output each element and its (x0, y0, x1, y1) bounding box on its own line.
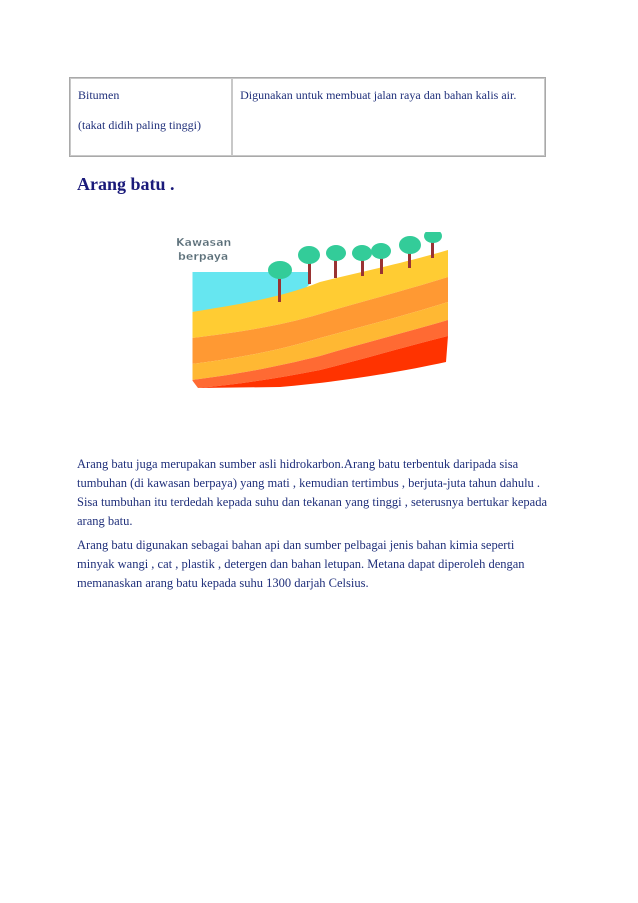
table-row (70, 78, 545, 156)
paragraph-coal-uses: Arang batu digunakan sebagai bahan api dan sumber pelbagai jenis bahan kimia seperti minyak wangi , cat , plastik , detergen dan bahan letupan. Metana dapat diperoleh dengan memanaskan arang batu kepada suhu 1300 darjah Celsius. (77, 538, 525, 590)
fraction-table (69, 77, 546, 157)
coal-formation-illustration (170, 232, 455, 392)
fraction-name-cell (70, 78, 232, 156)
swamp-label-line2: berpaya (178, 250, 229, 263)
fraction-use-cell: Digunakan untuk membuat jalan raya dan bahan kalis air. (232, 78, 545, 156)
paragraph-coal-origin: Arang batu juga merupakan sumber asli hidrokarbon.Arang batu terbentuk daripada sisa tumbuhan (di kawasan berpaya) yang mati , kemudian tertimbus , berjuta-juta tahun dahulu . Sisa tumbuhan itu terdedah kepada suhu dan tekanan yang tinggi , seterusnya bertukar kepada arang batu. (77, 457, 547, 528)
fraction-name: Bitumen (78, 88, 120, 102)
swamp-label-line1: Kawasan (176, 236, 232, 249)
tree-icon (326, 245, 346, 278)
section-title: Arang batu . (77, 174, 175, 194)
fraction-note: (takat didih paling tinggi) (78, 118, 201, 132)
